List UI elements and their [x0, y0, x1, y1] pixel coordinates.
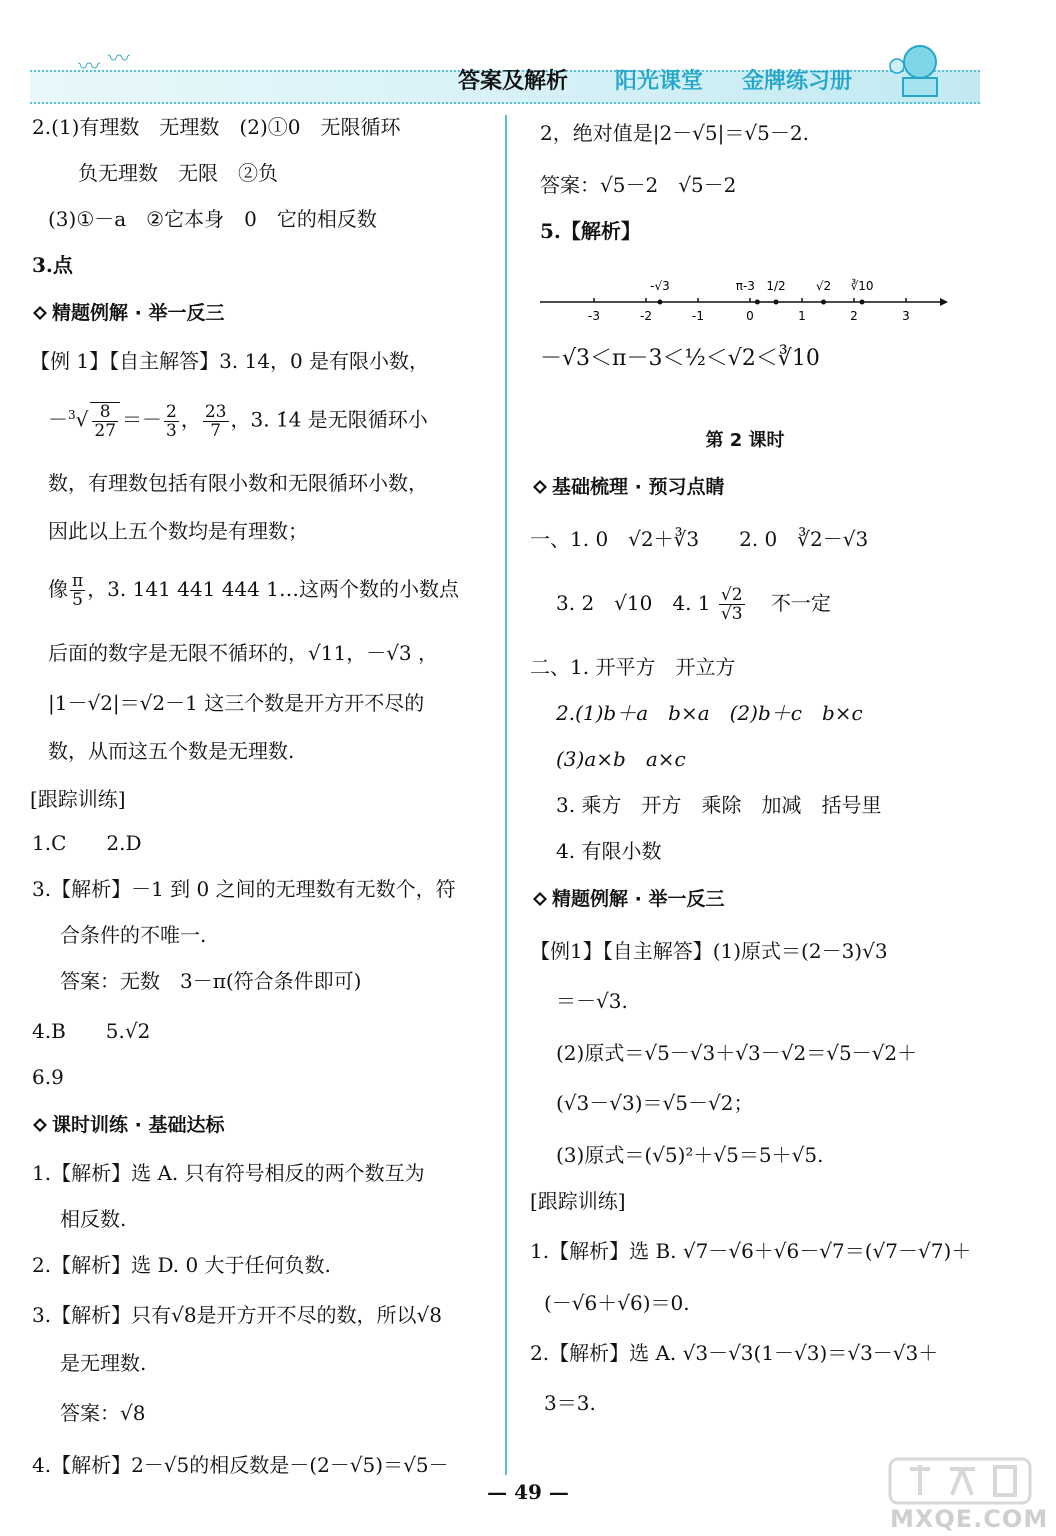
track-heading: [跟踪训练]	[30, 787, 126, 811]
number-line-point	[821, 300, 826, 305]
fraction: $\frac{2}{3}$	[166, 401, 177, 441]
bird-icon: 〰	[108, 47, 131, 72]
answer-line: 1.【解析】选 A. 只有符号相反的两个数互为	[32, 1161, 425, 1185]
example-line: (√3－√3)＝√5－√2；	[556, 1091, 754, 1115]
section-heading	[32, 1110, 224, 1140]
page-number: — 49 —	[487, 1480, 569, 1504]
lesson-title: 第 2 课时	[705, 430, 785, 451]
example-line: (3)原式＝(√5)²＋√5＝5＋√5.	[556, 1143, 824, 1167]
answer-line: 1.C 2.D	[32, 831, 142, 855]
fraction: $\frac{√2}{√3}$	[720, 585, 743, 624]
answer-line: 2.(1)b＋a b×a (2)b＋c b×c	[556, 701, 863, 725]
number-line-tick-label: -3	[588, 309, 600, 323]
diamond-icon	[532, 479, 548, 495]
column-divider	[505, 115, 507, 1475]
answer-formula-line	[556, 586, 831, 623]
answer-line: (3)①－a ②它本身 0 它的相反数	[48, 207, 377, 231]
number-line-tick-label: 0	[746, 309, 754, 323]
number-line-point	[860, 300, 865, 305]
answer-line: 二、1. 开平方 开立方	[530, 655, 736, 679]
answer-line: 答案：无数 3－π(符合条件即可)	[60, 969, 362, 993]
formula-text: 3. 2 √10 4. 1	[556, 591, 711, 615]
answer-line: 2，绝对值是|2－√5|＝√5－2.	[540, 121, 809, 145]
fraction: $\frac{\pi}{5}$	[72, 571, 84, 610]
header-title: 答案及解析	[458, 69, 569, 94]
number-line-point	[755, 300, 760, 305]
answer-line: 一、1. 0 √2＋∛3 2. 0 ∛2－√3	[530, 527, 869, 551]
diamond-icon	[532, 891, 548, 907]
section-title: 精题例解 · 举一反三	[52, 302, 225, 324]
number-line-point-label: 1/2	[766, 279, 786, 293]
header-brand-1: 阳光课堂	[615, 69, 704, 94]
example-line: 【例1】【自主解答】(1)原式＝(2－3)√3	[530, 939, 888, 963]
number-line-point	[774, 300, 779, 305]
number-line-tick-label: 1	[798, 309, 806, 323]
answer-line: 3.【解析】只有√8是开方开不尽的数，所以√8	[32, 1303, 443, 1327]
answer-line: 1.【解析】选 B. √7－√6＋√6－√7＝(√7－√7)＋	[530, 1239, 972, 1263]
section-title: 精题例解 · 举一反三	[552, 888, 725, 910]
number-line-point-label: √2	[815, 279, 832, 293]
example-line: (2)原式＝√5－√3＋√3－√2＝√5－√2＋	[556, 1041, 918, 1065]
answer-line: 合条件的不唯一.	[60, 923, 207, 947]
section-heading	[532, 884, 724, 914]
answer-line: 3.【解析】－1 到 0 之间的无理数有无数个，符	[32, 877, 456, 901]
answer-line: 6.9	[32, 1065, 64, 1089]
example-line: 后面的数字是无限不循环的，√11，－√3 ，	[48, 641, 439, 665]
example-line: |1－√2|＝√2－1 这三个数是开方开不尽的	[48, 691, 425, 715]
example-line: 数，从而这五个数是无理数.	[48, 739, 295, 763]
section-title: 课时训练 · 基础达标	[52, 1114, 225, 1136]
example-line: 【例 1】【自主解答】3. 14，0 是有限小数，	[30, 349, 430, 373]
answer-line: 3.点	[32, 253, 73, 277]
example-formula-line: －$^3$√ $\frac{8}{27}$ ＝－ $\frac{2}{3}$ ， $\frac{23}{7}$ ，3. 1̇4̇ 是无限循环小	[48, 401, 428, 442]
answer-line: 2.【解析】选 A. √3－√3(1－√3)＝√3－√3＋	[530, 1341, 939, 1365]
formula-text: ，3. 141 441 444 1…这两个数的小数点	[87, 577, 459, 601]
bird-icon: 〰	[78, 55, 101, 80]
example-formula-line	[48, 572, 459, 609]
answer-line: 4.【解析】2－√5的相反数是－(2－√5)＝√5－	[32, 1453, 449, 1477]
section-title: 基础梳理 · 预习点睛	[552, 476, 725, 498]
number-line-point	[657, 300, 662, 305]
section-heading	[32, 298, 224, 328]
answer-line: 3＝3.	[544, 1391, 596, 1415]
fraction: $\frac{8}{27}$	[90, 402, 120, 440]
answer-line: 答案：√5－2 √5－2	[540, 173, 737, 197]
number-line-tick-label: 3	[902, 309, 910, 323]
formula-text: ＝－	[122, 407, 163, 432]
header-brand-2: 金牌练习册	[742, 69, 853, 94]
answer-line: 答案：√8	[60, 1401, 146, 1425]
answer-line: 4.B 5.√2	[32, 1019, 151, 1043]
number-line-point-label: π-3	[735, 279, 755, 293]
track-heading: [跟踪训练]	[530, 1189, 626, 1213]
number-line	[540, 270, 950, 330]
formula-text: ，3. 1̇4̇ 是无限循环小	[230, 407, 428, 432]
root-index: 3	[68, 408, 76, 422]
number-line-tick-label: -2	[640, 309, 652, 323]
answer-line: (3)a×b a×c	[556, 747, 686, 771]
watermark-text: MXQE.COM	[890, 1505, 1049, 1533]
example-line: ＝－√3.	[556, 989, 628, 1013]
page-header	[30, 30, 1030, 110]
inequality-line: －√3＜π－3＜½＜√2＜∛10	[540, 346, 820, 371]
number-line-point-label: -√3	[650, 279, 670, 293]
answer-line: 相反数.	[60, 1207, 127, 1231]
section-heading	[532, 472, 724, 502]
number-line-tick-label: -1	[692, 309, 704, 323]
formula-text: －	[48, 407, 68, 432]
fraction: $\frac{23}{7}$	[204, 401, 227, 441]
formula-text: 不一定	[770, 591, 831, 615]
example-line: 数，有理数包括有限小数和无限循环小数，	[48, 471, 428, 495]
answer-line: 2.【解析】选 D. 0 大于任何负数.	[32, 1253, 331, 1277]
number-line-point-label: ∛10	[850, 279, 874, 293]
answer-line: 3. 乘方 开方 乘除 加减 括号里	[556, 793, 882, 817]
diamond-icon	[32, 1117, 48, 1133]
answer-line: 负无理数 无限 ②负	[78, 161, 278, 185]
answer-line: 4. 有限小数	[556, 839, 662, 863]
example-line: 因此以上五个数均是有理数；	[48, 519, 308, 543]
answer-line: 2.(1)有理数 无理数 (2)①0 无限循环	[32, 115, 401, 139]
globe-decoration-icon	[885, 40, 945, 100]
answer-line: (－√6＋√6)＝0.	[544, 1291, 690, 1315]
formula-text: 像	[48, 577, 68, 601]
number-line-tick-label: 2	[850, 309, 858, 323]
answer-line: 5.【解析】	[540, 219, 641, 243]
answer-line: 是无理数.	[60, 1351, 147, 1375]
diamond-icon	[32, 305, 48, 321]
